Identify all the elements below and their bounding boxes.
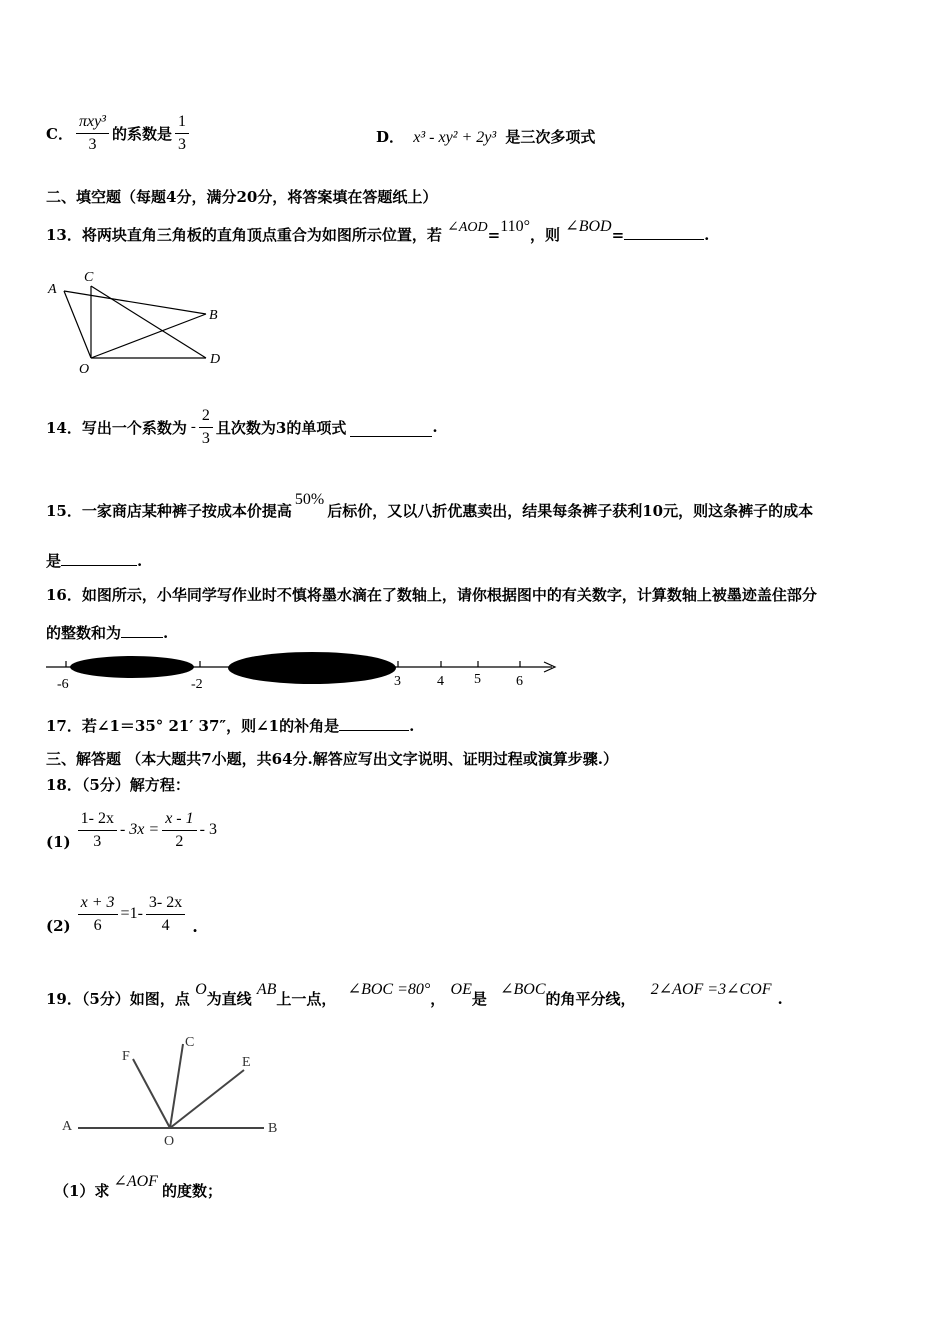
q18-eq2-numerator-1: x + 3 xyxy=(78,894,118,915)
question-15 xyxy=(46,491,814,521)
choice-d-label: D． xyxy=(376,128,405,146)
choice-c-expr-numerator: πxy³ xyxy=(76,113,109,134)
q13-equals: = xyxy=(487,226,501,244)
q13-segment-ob xyxy=(91,314,206,358)
q14-coef-numerator: 2 xyxy=(199,407,213,428)
question-15-line-2 xyxy=(46,550,142,571)
q13-value: 110° xyxy=(500,218,531,235)
q19-ray-oc xyxy=(170,1044,183,1128)
q13-label-d: D xyxy=(210,352,221,367)
question-17 xyxy=(46,715,414,736)
q18-eq1-fraction-2 xyxy=(162,810,196,850)
q19-line-ab: AB xyxy=(256,981,277,998)
choice-d-text: 是三次多项式 xyxy=(505,128,596,146)
q18-eq2-denominator-2: 4 xyxy=(161,916,170,934)
q16-label-6: 6 xyxy=(516,674,523,689)
q14-text-1: 写出一个系数为 xyxy=(81,418,187,437)
choice-c-expr-denominator: 3 xyxy=(88,135,97,153)
q19-text-5: 的角平分线， xyxy=(545,990,636,1008)
q19-sub-question-1 xyxy=(54,1173,222,1201)
q13-segment-oa xyxy=(64,291,91,358)
q14-text-2: 且次数为3的单项式 xyxy=(215,418,347,437)
question-16-line-2 xyxy=(46,622,168,643)
q14-end: . xyxy=(432,418,438,436)
q18-eq1-middle: - 3x = xyxy=(119,821,160,838)
q19-point-o: O xyxy=(195,981,207,998)
q15-line-2: 是 xyxy=(46,552,62,570)
q16-answer-blank[interactable] xyxy=(121,623,163,638)
q19-sub-1-text: 的度数； xyxy=(161,1182,222,1200)
q15-text-1: 一家商店某种裤子按成本价提高 xyxy=(81,502,292,520)
q16-ink-blot-left xyxy=(70,656,194,678)
q13-angle-aod: ∠AOD xyxy=(447,220,488,235)
q18-eq2-denominator-1: 6 xyxy=(93,916,102,934)
q14-coef-denominator: 3 xyxy=(201,429,210,447)
q18-eq1-fraction-1 xyxy=(78,810,117,850)
q17-answer-blank[interactable] xyxy=(339,716,409,731)
q16-label-minus-6: -6 xyxy=(57,677,69,692)
q13-end: . xyxy=(704,226,710,244)
q19-relation: 2∠AOF =3∠COF xyxy=(650,981,772,998)
q15-text-2: 后标价，又以八折优惠卖出，结果每条裤子获利10元，则这条裤子的成本 xyxy=(327,502,814,520)
q15-percent: 50% xyxy=(294,491,325,508)
q13-answer-blank[interactable] xyxy=(624,225,704,240)
q17-number: 17． xyxy=(46,717,82,735)
q18-text: （5分）解方程： xyxy=(81,776,190,794)
q18-eq1-numerator-1: 1- 2x xyxy=(78,810,117,831)
q18-eq1-denominator-2: 2 xyxy=(175,832,184,850)
question-16 xyxy=(46,584,817,605)
q19-ray-of xyxy=(133,1059,170,1128)
q17-text: 若∠1＝35° 21′ 37″，则∠1的补角是 xyxy=(81,717,340,735)
choice-c-expression xyxy=(76,113,109,153)
q19-label-e: E xyxy=(242,1055,251,1070)
q19-text-1: （5分）如图，点 xyxy=(81,990,190,1008)
q18-number: 18． xyxy=(46,776,82,794)
q19-end: . xyxy=(777,990,783,1008)
q14-coefficient xyxy=(199,407,213,447)
q19-label-c: C xyxy=(185,1035,195,1050)
q16-label-3: 3 xyxy=(394,674,401,689)
q19-angle-boc: ∠BOC xyxy=(500,981,546,998)
section-2-title: 二、填空题（每题4分，满分20分，将答案填在答题纸上） xyxy=(46,188,438,206)
q19-label-o: O xyxy=(164,1134,175,1149)
question-19 xyxy=(46,981,783,1009)
q19-label-a: A xyxy=(62,1119,73,1134)
q14-number: 14． xyxy=(46,418,82,437)
q18-eq2-numerator-2: 3- 2x xyxy=(146,894,185,915)
q13-segment-ab xyxy=(64,291,206,314)
choice-c-text: 的系数是 xyxy=(111,124,172,143)
q14-minus: - xyxy=(190,418,196,435)
q19-figure xyxy=(54,1028,294,1152)
q13-figure xyxy=(44,266,234,378)
q18-eq2-fraction-1 xyxy=(78,894,118,934)
q17-end: . xyxy=(409,717,415,735)
q13-text-1: 将两块直角三角板的直角顶点重合为如图所示位置，若 xyxy=(81,226,442,244)
q18-eq1-denominator-1: 3 xyxy=(93,832,102,850)
q16-label-minus-2: -2 xyxy=(191,677,203,692)
q15-answer-blank[interactable] xyxy=(61,551,137,566)
q19-ray-oe: OE xyxy=(450,981,472,998)
q13-number: 13． xyxy=(46,226,82,244)
q18-eq2-end: . xyxy=(192,916,198,936)
q19-text-3: 上一点， xyxy=(276,990,337,1008)
q19-comma: ， xyxy=(430,990,446,1008)
q13-segment-cd xyxy=(91,286,206,358)
q19-text-4: 是 xyxy=(471,990,487,1008)
choice-c xyxy=(46,108,192,158)
q19-label-f: F xyxy=(122,1049,130,1064)
q16-label-4: 4 xyxy=(437,674,444,689)
q19-label-b: B xyxy=(268,1121,278,1136)
q19-text-2: 为直线 xyxy=(206,990,252,1008)
q16-number: 16． xyxy=(46,586,82,604)
q16-label-5: 5 xyxy=(474,672,481,687)
choice-d xyxy=(376,126,595,147)
section-3-title: 三、解答题 （本大题共7小题，共64分.解答应写出文字说明、证明过程或演算步骤.） xyxy=(46,750,618,768)
q16-text-1: 如图所示，小华同学写作业时不慎将墨水滴在了数轴上，请你根据图中的有关数字，计算数轴上被墨迹盖住部分 xyxy=(81,586,817,604)
q18-part-1-label: (1) xyxy=(46,833,71,851)
q13-equals-2: = xyxy=(611,226,625,244)
choice-c-coef-denominator: 3 xyxy=(177,135,186,153)
q18-eq2-fraction-2 xyxy=(146,894,185,934)
q18-equation-1 xyxy=(46,804,217,856)
q18-eq1-numerator-2: x - 1 xyxy=(162,810,196,831)
q18-equation-2 xyxy=(46,888,198,940)
question-14 xyxy=(46,402,438,452)
question-13 xyxy=(46,218,710,245)
q19-angle-boc-value: ∠BOC =80° xyxy=(347,981,431,998)
q16-end: . xyxy=(163,624,169,642)
q16-line-2: 的整数和为 xyxy=(46,624,122,642)
q19-number: 19． xyxy=(46,990,82,1008)
question-18 xyxy=(46,774,190,795)
q13-label-b: B xyxy=(209,308,218,323)
q18-eq2-middle: =1- xyxy=(120,905,143,922)
q13-label-o: O xyxy=(79,362,90,377)
q16-ink-blot-right xyxy=(228,652,396,684)
q13-label-a: A xyxy=(48,282,57,297)
choice-c-coef-numerator: 1 xyxy=(175,113,189,134)
choice-c-coefficient xyxy=(175,113,189,153)
q16-number-line xyxy=(44,648,564,694)
q19-ray-oe-segment xyxy=(170,1070,244,1128)
q13-label-c: C xyxy=(84,270,94,285)
choice-d-expression: x³ - xy² + 2y³ xyxy=(413,129,497,146)
q18-eq1-tail: - 3 xyxy=(199,821,217,838)
q14-answer-blank[interactable] xyxy=(350,422,432,437)
q15-number: 15． xyxy=(46,502,82,520)
choice-c-label: C． xyxy=(46,124,73,143)
q13-angle-bod: ∠BOD xyxy=(565,218,612,235)
q13-text-2: ，则 xyxy=(530,226,561,244)
q18-part-2-label: (2) xyxy=(46,917,71,935)
q19-sub-1-angle: ∠AOF xyxy=(113,1173,158,1190)
q15-end: . xyxy=(137,552,143,570)
q19-sub-1-label: （1）求 xyxy=(54,1182,110,1200)
